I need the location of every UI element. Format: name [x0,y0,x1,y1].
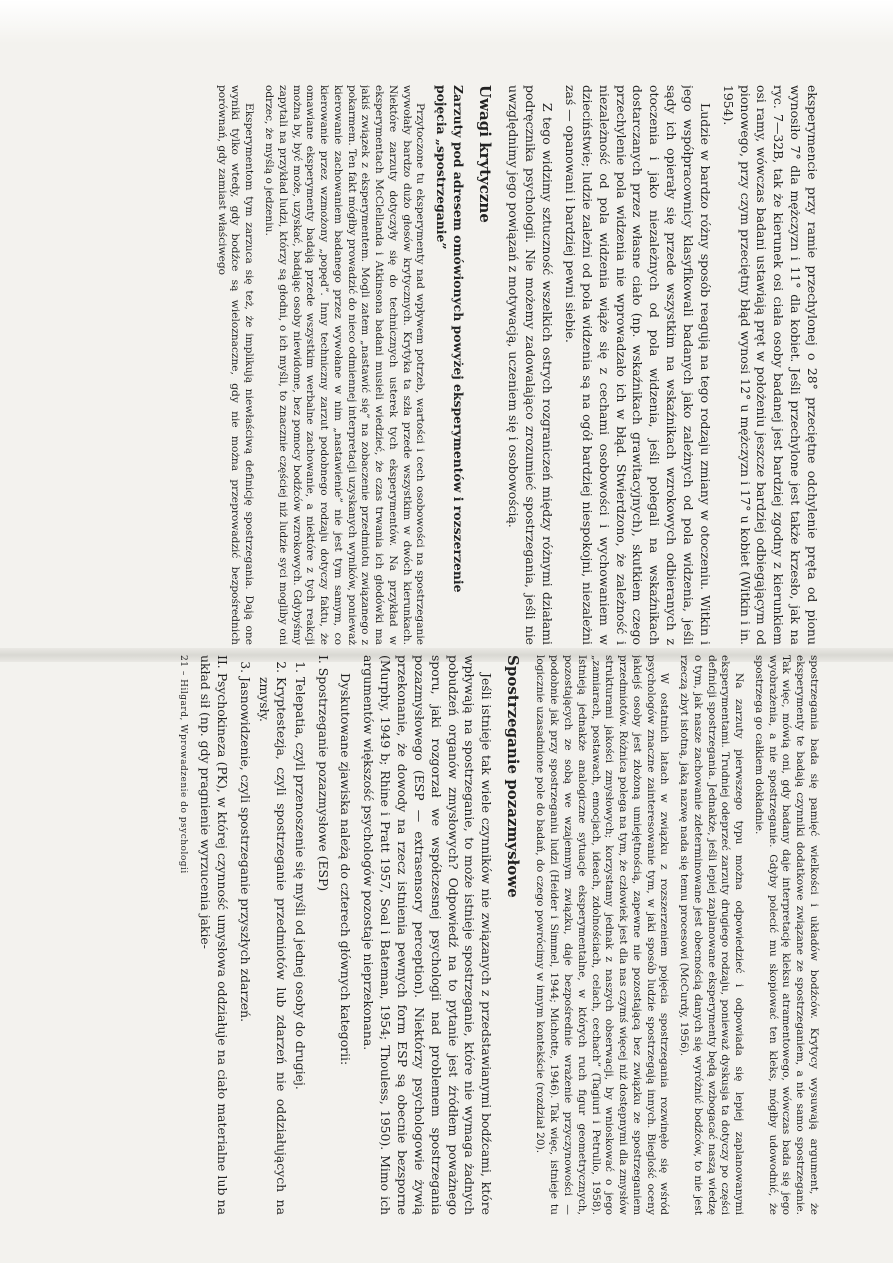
small-paragraph-memory: spostrzegania bada się pamięć wielkości i układów bodźców. Krytycy wysuwają argument, że eksperymenty te badają czynniki dodatkowe związane ze spostrzeganiem, a nie samo spostrzeganie. Tak więc, mówią oni, gdy badany daje interpretację kleksu atramentowego, wówczas bada się jego wyobrażenia, a nie spostrzeganie. Gdyby polecić mu skopiować ten kleks, mógłby udowodnić, że spostrzega go całkiem dokładnie. [752,655,820,1215]
paragraph-conclusion: Z tego widzimy sztuczność wszelkich ostrych rozgraniczeń między różnymi działami podręcznika psychologii. Nie możemy zadowalająco zrozumieć spostrzegania, jeśli nie uwzględnimy jego powiązań z motywacją, uczeniem się i osobowością. [506,85,556,645]
subheading-objections: Zarzuty pod adresem omówionych powyżej eksperymentów i rozszerzenie pojęcia „spostrzeganie” [434,85,467,593]
scan-edge [0,0,893,44]
paragraph-psychokinesis: II. Psychokineza (PK), w której czynność umysłowa oddziałuje na ciało materialne lub na układ sił (np. gdy pragnienie wyrzucenia jakie- [198,655,231,1215]
small-paragraph-responses: Na zarzuty pierwszego typu można odpowiedzieć i odpowiada się lepiej zaplanowanymi eksperymentami. Trudniej odeprzeć zarzuty drugiego rodzaju, ponieważ dyskusja ta dotyczy po części definicji spostrzegania. Jednakże, jeśli lepiej zaplanowane eksperymenty będą wzbogacać naszą wiedzę o tym, jak nasze zachowanie zdeterminowane jest obecnością danych się wyróżnić bodźców, to nie jest rzeczą zbyt istotną, jaką nazwę nada się temu procesowi (McCurdy, 1956). [678,655,746,1215]
page-321 [0,655,820,1215]
footer-citation: 21 – Hilgard, Wprowadzenie do psychologii [177,655,188,874]
list-item: 1. Telepatia, czyli przenoszenie się myśli od jednej osoby do drugiej. [291,677,308,1215]
paragraph-esp-intro: Jeśli istnieje tak wiele czynników nie związanych z przedstawianymi bodźcami, które wpływają na spostrzeganie, to może istnieje spostrzeganie, które nie wymaga żadnych pobudzeń organów zmysłowych? Odpowiedź na to pytanie jest źródłem poważnego sporu, jaki rozgorzał we współczesnej psychologii nad problemem spostrzegania pozazmysłowego (ESP — extrasensory perception). Niektórzy psychologowie żywią przekonanie, że dowody na rzecz istnienia pewnych form ESP są obecnie bezsporne (Murphy, 1949 b; Rhine i Pratt 1957, Soal i Bateman, 1954; Thouless, 1950). Mimo ich argumentów większość psychologów pozostaje nieprzekonana. [361,655,495,1215]
list-item: 3. Jasnowidzenie, czyli spostrzeganie przyszłych zdarzeń. [236,677,253,1215]
paragraph-categories: Dyskutowane zjawiska należą do czterech głównych kategorii: [338,673,354,1066]
small-paragraph-person-perception: W ostatnich latach w związku z rozszerzeniem pojęcia spostrzegania rozwinęło się wśród psychologów znaczne zainteresowanie tym, w jaki sposób ludzie spostrzegają innych. Bieglość oceny jakiejś osoby jest złożoną umiejętnością, zapewne nie pozostającą bez związku ze spostrzeganiem przedmiotów. Różnica polega na tym, że człowiek jest dla nas czymś więcej niż dostępnymi dla zmysłów strukturami jakości zmysłowych; korzystamy jednak z naszych obserwacji, by wnioskować o jego „zamiarach, postawach, emocjach, ideach, zdolnościach, celach, cechach” (Tagiuri i Petrullo, 1958). Istnieją jednakże analogiczne sytuacje eksperymentalne, w których ruch figur geometrycznych, pozostających ze sobą we wzajemnym związku, daje bezpośrednie wrażenie przyczynowości — podobnie jak przy spostrzeganiu ludzi (Heider i Simmel, 1944; Michotte, 1946). Tak więc, istnieje tu logicznie uzasadnione pole do badań, do czego powrócimy w innym kontekście (rozdział 20). [534,655,671,1215]
page-320 [0,85,820,645]
subheading-esp-category: I. Spostrzeganie pozazmysłowe (ESP) [315,655,331,892]
section-heading-esp: Spostrzeganie pozazmysłowe [503,655,522,898]
small-paragraph-definition: Eksperymentom tym zarzuca się też, że implikują niewłaściwą definicję spostrzegania. Dają one wyniki tylko wtedy, gdy bodźce są wieloznaczne, gdy nie można przeprowadzić bezpośrednich porównań, gdy zamiast właściwego [215,85,256,645]
list-item: 2. Kryptestezja, czyli spostrzeganie przedmiotów lub zdarzeń nie oddziałujących na zmysły. [255,677,289,1215]
esp-list [236,655,307,1215]
small-paragraph-objections: Przytoczone tu eksperymenty nad wpływem potrzeb, wartości i cech osobowości na spostrzeganie wywołały bardzo dużo głosów krytycznych. Krytyka ta szła przede wszystkim w dwóch kierunkach. Niektóre zarzuty dotyczyły się do technicznych usterek tych eksperymentów. Na przykład w eksperymentach McClellanda i Atkinsona badani musieli wiedzieć, że czas trwania ich głodówki ma jakiś związek z eksperymentem. Mogli zatem „nastawić się” na zobaczenie przedmiotu związanego z pokarmem. Ten fakt mógłby prowadzić do nieco odmiennej interpretacji uzyskanych wyników, ponieważ kierowanie zachowaniem badanego przez wywołane w nim „nastawienie” nie jest tym samym, co kierowanie przez wzmożony „popęd”. Inny techniczny zarzut podobnego rodzaju dotyczy faktu, że omawiane eksperymenty badają przede wszystkim werbalne zachowanie, a niektóre z tych reakcji można by, być może, uzyskać, badając osoby niewidome, bez pomocy bodźców wzrokowych. Gdybyśmy zapytali na przykład ludzi, którzy są głodni, o ich myśli, to znacznie częściej niż ludzie syci mogliby oni odrzec, że myślą o jedzeniu. [263,85,427,645]
section-heading-critical-remarks: Uwagi krytyczne [475,85,494,223]
intro-paragraph: eksperymencie przy ramie przechylonej o 28° przeciętne odchylenie pręta od pionu wynosiło 7° dla mężczyzn i 11° dla kobiet. Jeśli przechylone jest także krzesło, jak na ryc. 7—32B, tak że kierunek osi ciała osoby badanej jest bardziej zgodny z kierunkiem osi ramy, wówczas badani ustawiają pręt w położeniu jeszcze bardziej odbiegającym od pionowego, przy czym przeciętny błąd wynosi 12° u mężczyzn i 17° u kobiet (Witkin i in. 1954). [720,85,820,645]
paragraph-field-dependence: Ludzie w bardzo różny sposób reagują na tego rodzaju zmiany w otoczeniu. Witkin i jego współpracownicy klasyfikowali badanych jako zależnych od pola widzenia, jeśli sądy ich opierały się przede wszystkim na wskaźnikach wzrokowych odbieranych z otoczenia i jako niezależnych od pola widzenia, jeśli polegali na wskaźnikach dostarczanych przez własne ciało (np. wskaźnikach grawitacyjnych), skutkiem czego przechylenie pola widzenia nie wprowadzało ich w błąd. Stwierdzono, że zależność i niezależność od pola widzenia wiąże się z cechami osobowości i wychowaniem w dzieciństwie; ludzie zależni od pola widzenia są na ogół bardziej niespokojni, niezależni zaś — opanowani i bardziej pewni siebie. [562,85,713,645]
